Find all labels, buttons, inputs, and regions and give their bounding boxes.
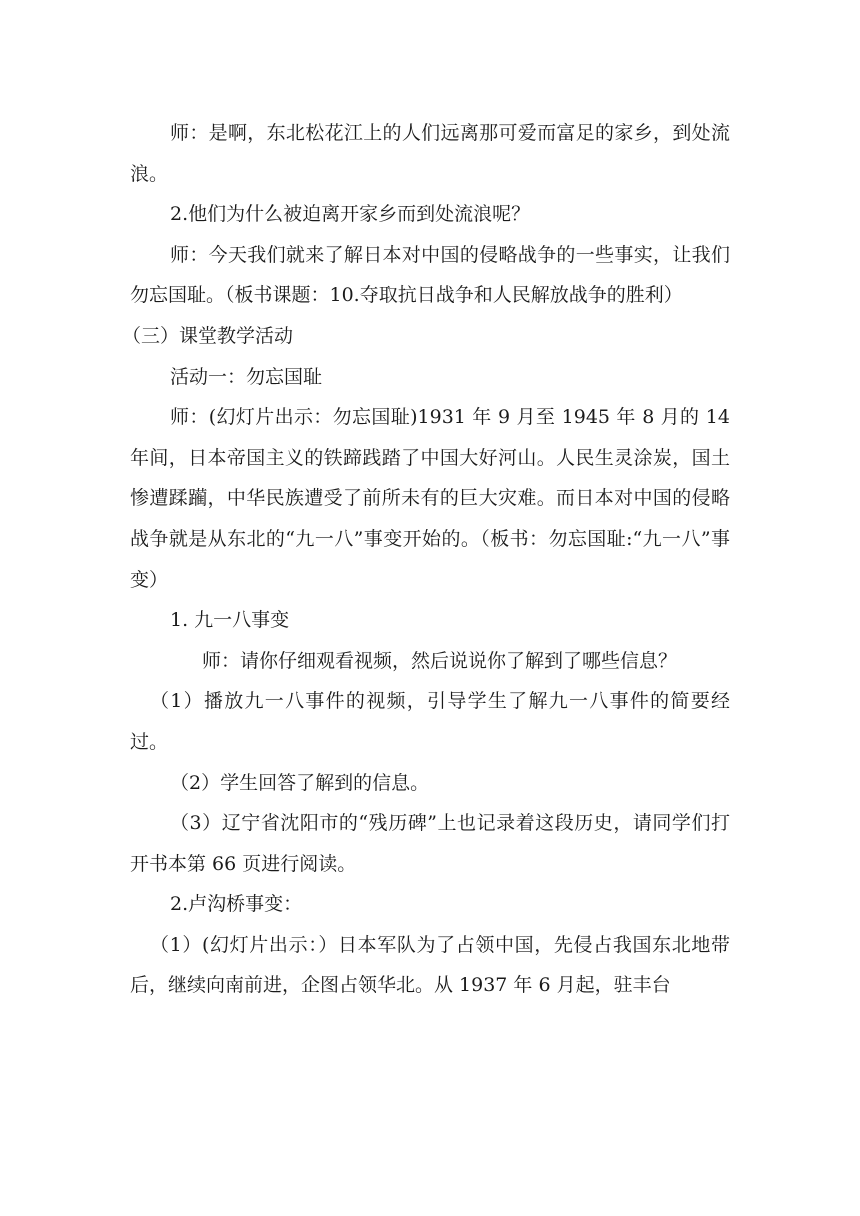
paragraph-6: 师：(幻灯片出示：勿忘国耻)1931 年 9 月至 1945 年 8 月的 14 年间，日本帝国主义的铁蹄践踏了中国大好河山。人民生灵涂炭，国土惨遭蹂躏，中华民族遭受了前所未有的巨大灾难。而日本对中国的侵略战争就是从东北的“九一八”事变开始的。（板书：勿忘国耻:“九一八”事变）	[130, 406, 730, 591]
subheading-2: 2.卢沟桥事变：	[170, 893, 303, 916]
paragraph-1: 师：是啊，东北松花江上的人们远离那可爱而富足的家乡，到处流浪。	[130, 122, 730, 185]
document-page	[122, 113, 730, 1006]
paragraph-13: （1）(幻灯片出示：）日本军队为了占领中国，先侵占我国东北地带后，继续向南前进，企图占领华北。从 1937 年 6 月起，驻丰台	[130, 933, 730, 997]
paragraph-8: 师：请你仔细观看视频，然后说说你了解到了哪些信息？	[202, 649, 678, 672]
paragraph-9: （1）播放九一八事件的视频，引导学生了解九一八事件的简要经过。	[130, 690, 730, 753]
paragraph-10: （2）学生回答了解到的信息。	[170, 771, 430, 794]
activity-heading: 活动一：勿忘国耻	[170, 365, 323, 388]
paragraph-11: （3）辽宁省沈阳市的“残历碑”上也记录着这段历史，请同学们打开书本第 66 页进行阅读。	[130, 812, 730, 875]
subheading-1: 1. 九一八事变	[170, 609, 290, 632]
paragraph-2: 2.他们为什么被迫离开家乡而到处流浪呢？	[170, 203, 531, 226]
paragraph-3: 师：今天我们就来了解日本对中国的侵略战争的一些事实，让我们勿忘国耻。（板书课题：10.夺取抗日战争和人民解放战争的胜利）	[130, 243, 730, 307]
section-heading: （三）课堂教学活动	[122, 324, 294, 347]
